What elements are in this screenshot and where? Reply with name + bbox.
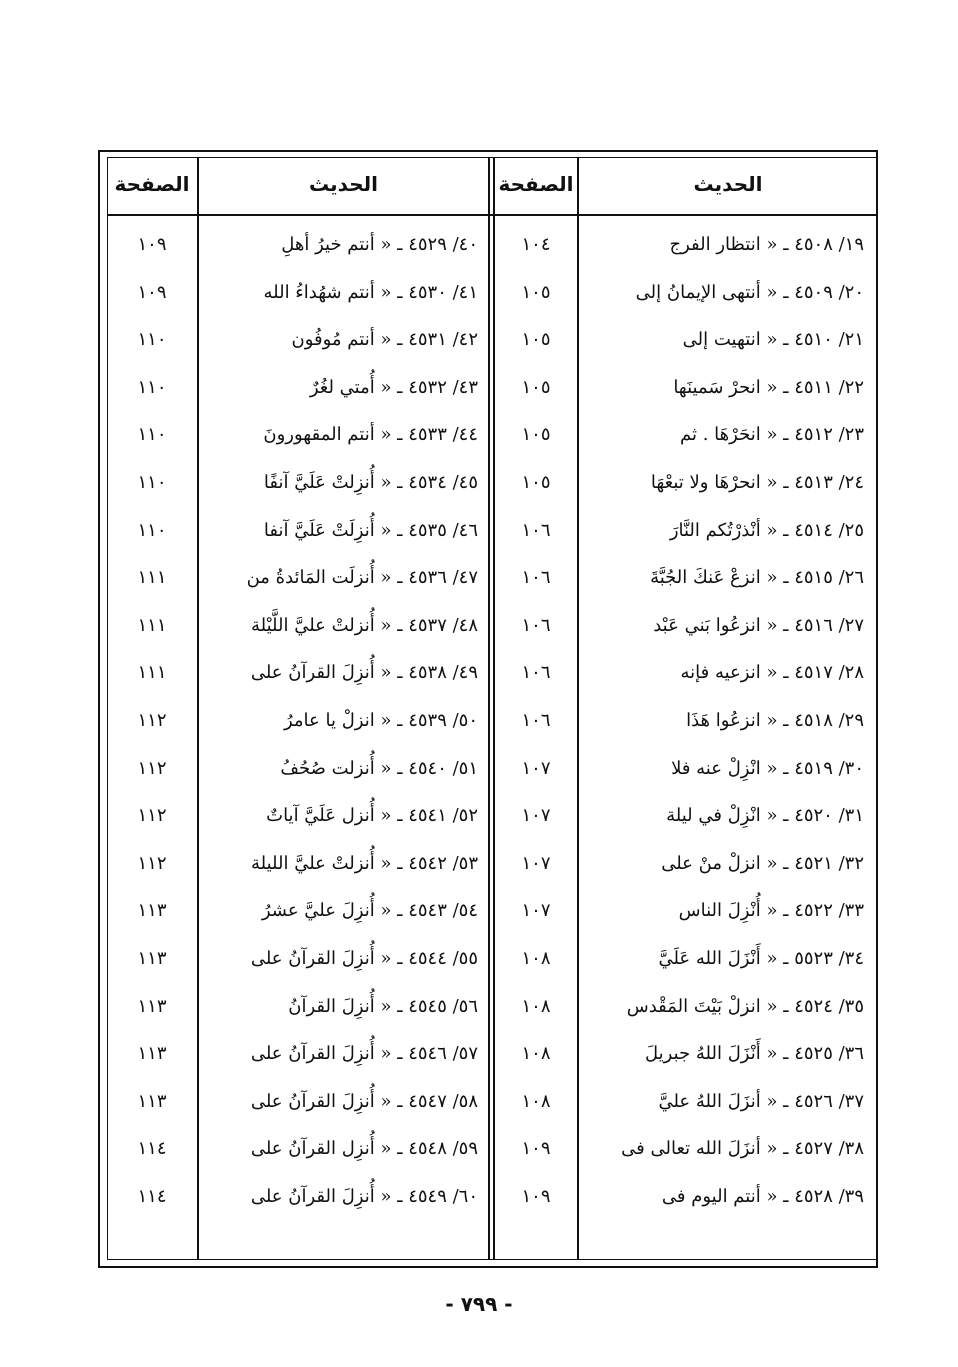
page-ref: ١٠٧ — [521, 899, 551, 921]
page-number: - ٧٩٩ - — [445, 1292, 513, 1316]
page-ref: ١١٣ — [137, 899, 167, 921]
page-ref: ١١٣ — [137, 1090, 167, 1112]
page-ref: ١١٤ — [137, 1137, 167, 1159]
page-ref: ١١٣ — [137, 995, 167, 1017]
hadith-entry: ٤٥/ ٤٥٣٤ ـ « أُنزِلتْ عَلَيَّ آنفًا — [263, 471, 478, 493]
hadith-entry: ٤٩/ ٤٥٣٨ ـ « أُنزِلَ القرآنُ على — [250, 661, 478, 683]
page-ref: ١١٣ — [137, 947, 167, 969]
header-page-left: الصفحة — [114, 172, 190, 196]
header-hadith-right: الحديث — [693, 172, 763, 196]
page-ref: ١١٠ — [137, 423, 167, 445]
hadith-entry: ٥٩/ ٤٥٤٨ ـ « أُنزِل القرآنُ على — [250, 1137, 478, 1159]
hadith-entry: ٤٦/ ٤٥٣٥ ـ « أُنزِلَتْ عَلَيَّ آنفا — [263, 519, 478, 541]
hadith-entry: ٣٣/ ٤٥٢٢ ـ « أُنْزِلَ الناس — [678, 899, 864, 921]
page-ref: ١١٠ — [137, 328, 167, 350]
page-ref: ١٠٦ — [521, 614, 551, 636]
page-ref: ١٠٥ — [521, 471, 551, 493]
page-ref: ١١٢ — [137, 852, 167, 874]
hadith-entry: ٥٥/ ٤٥٤٤ ـ « أُنزِلَ القرآنُ على — [250, 947, 478, 969]
page-ref: ١١٢ — [137, 709, 167, 731]
page-ref: ١٠٨ — [521, 1090, 551, 1112]
page-ref: ١١١ — [137, 566, 167, 588]
hadith-entry: ٢٩/ ٤٥١٨ ـ « انزعُوا هَذَا — [686, 709, 864, 731]
page-ref: ١٠٥ — [521, 328, 551, 350]
hadith-entry: ٥٢/ ٤٥٤١ ـ « أُنزل عَلَيَّ آياتٌ — [266, 804, 478, 826]
page-ref: ١٠٦ — [521, 709, 551, 731]
page-ref: ١٠٩ — [137, 281, 167, 303]
hadith-entry: ٤٣/ ٤٥٣٢ ـ « أُمتي لغُرٌ — [309, 376, 478, 398]
hadith-entry: ٤٨/ ٤٥٣٧ ـ « أُنزلتْ عليَّ اللَّيْلة — [251, 614, 478, 636]
page-ref: ١٠٦ — [521, 566, 551, 588]
page-ref: ١١٢ — [137, 757, 167, 779]
hadith-entry: ٢٥/ ٤٥١٤ ـ « أنْذرْتُكم النَّارَ — [669, 519, 864, 541]
column-divider — [488, 157, 490, 1260]
hadith-entry: ٣٩/ ٤٥٢٨ ـ « أنتم اليوم فى — [661, 1185, 864, 1207]
page-ref: ١١٢ — [137, 804, 167, 826]
hadith-entry: ٤٢/ ٤٥٣١ ـ « أنتم مُوفُون — [291, 328, 478, 350]
column-divider — [197, 157, 199, 1260]
page-ref: ١١١ — [137, 661, 167, 683]
page-ref: ١٠٥ — [521, 423, 551, 445]
page-ref: ١٠٧ — [521, 852, 551, 874]
page-ref: ١٠٦ — [521, 519, 551, 541]
hadith-entry: ٣٨/ ٤٥٢٧ ـ « أنزَلَ الله تعالى فى — [621, 1137, 864, 1159]
hadith-entry: ٢١/ ٤٥١٠ ـ « انتهيت إلى — [682, 328, 864, 350]
header-hadith-left: الحديث — [309, 172, 379, 196]
page-ref: ١١٠ — [137, 376, 167, 398]
hadith-entry: ١٩/ ٤٥٠٨ ـ « انتظار الفرج — [669, 233, 864, 255]
hadith-entry: ٥٦/ ٤٥٤٥ ـ « أُنزِلَ القرآنُ — [288, 995, 478, 1017]
hadith-entry: ٤٠/ ٤٥٢٩ ـ « أنتم خيرُ أهلِ — [281, 233, 478, 255]
page-ref: ١١٣ — [137, 1042, 167, 1064]
page-ref: ١١١ — [137, 614, 167, 636]
hadith-entry: ٢٣/ ٤٥١٢ ـ « انحَرْهَا . ثم — [680, 423, 864, 445]
header-divider — [107, 214, 877, 216]
hadith-entry: ٥٣/ ٤٥٤٢ ـ « أُنزلتْ عليَّ الليلة — [251, 852, 478, 874]
page-ref: ١٠٩ — [137, 233, 167, 255]
page-ref: ١١٠ — [137, 471, 167, 493]
hadith-entry: ٣١/ ٤٥٢٠ ـ « انْزِلْ في ليلة — [666, 804, 864, 826]
hadith-entry: ٣٧/ ٤٥٢٦ ـ « أنزَلَ اللهُ عليَّ — [658, 1090, 864, 1112]
page-ref: ١٠٥ — [521, 281, 551, 303]
page-ref: ١٠٥ — [521, 376, 551, 398]
hadith-entry: ٥١/ ٤٥٤٠ ـ « أُنزلت صُحُفُ — [280, 757, 478, 779]
hadith-entry: ٤٤/ ٤٥٣٣ ـ « أنتم المقهورونَ — [263, 423, 478, 445]
hadith-entry: ٢٤/ ٤٥١٣ ـ « انحرْهَا ولا تبعْهَا — [650, 471, 864, 493]
hadith-entry: ٢٨/ ٤٥١٧ ـ « انزعيه فإنه — [680, 661, 864, 683]
page-ref: ١٠٧ — [521, 757, 551, 779]
page-ref: ١٠٧ — [521, 804, 551, 826]
page-ref: ١٠٨ — [521, 947, 551, 969]
page-ref: ١٠٩ — [521, 1137, 551, 1159]
hadith-entry: ٢٧/ ٤٥١٦ ـ « انزعُوا بَني عَبْد — [653, 614, 864, 636]
page-ref: ١١٠ — [137, 519, 167, 541]
hadith-entry: ٥٨/ ٤٥٤٧ ـ « أُنزِلَ القرآنُ على — [250, 1090, 478, 1112]
hadith-entry: ٢٠/ ٤٥٠٩ ـ « أنتهى الإيمانُ إلى — [635, 281, 864, 303]
hadith-entry: ٦٠/ ٤٥٤٩ ـ « أُنزِلَ القرآنُ على — [250, 1185, 478, 1207]
page-ref: ١١٤ — [137, 1185, 167, 1207]
hadith-entry: ٥٤/ ٤٥٤٣ ـ « أُنزِلَ عليَّ عشرُ — [261, 899, 478, 921]
hadith-entry: ٥٧/ ٤٥٤٦ ـ « أُنزِلَ القرآنُ على — [250, 1042, 478, 1064]
hadith-entry: ٣٦/ ٤٥٢٥ ـ « أَنْزَلَ اللهُ جبريلَ — [645, 1042, 864, 1064]
hadith-entry: ٢٢/ ٤٥١١ ـ « انحرْ سَمينَها — [673, 376, 864, 398]
header-page-right: الصفحة — [498, 172, 574, 196]
hadith-entry: ٥٠/ ٤٥٣٩ ـ « انزلْ يا عامرُ — [283, 709, 478, 731]
hadith-entry: ٣٠/ ٤٥١٩ ـ « انْزِلْ عنه فلا — [671, 757, 864, 779]
page-ref: ١٠٨ — [521, 995, 551, 1017]
hadith-entry: ٤١/ ٤٥٣٠ ـ « أنتم شهُداءُ الله — [263, 281, 478, 303]
column-divider — [577, 157, 579, 1260]
page-ref: ١٠٦ — [521, 661, 551, 683]
page-ref: ١٠٤ — [521, 233, 551, 255]
page-ref: ١٠٩ — [521, 1185, 551, 1207]
hadith-entry: ٤٧/ ٤٥٣٦ ـ « أُنزلَت المَائدةُ من — [246, 566, 478, 588]
hadith-entry: ٢٦/ ٤٥١٥ ـ « انزعْ عَنكَ الجُبَّةَ — [650, 566, 864, 588]
hadith-entry: ٣٥/ ٤٥٢٤ ـ « انزلْ بَيْتَ المَقْدس — [626, 995, 864, 1017]
hadith-entry: ٣٢/ ٤٥٢١ ـ « انزلْ منْ على — [661, 852, 864, 874]
hadith-entry: ٣٤/ ٥٥٢٣ ـ « أَنْزَلَ الله عَلَيَّ — [658, 947, 864, 969]
page-ref: ١٠٨ — [521, 1042, 551, 1064]
